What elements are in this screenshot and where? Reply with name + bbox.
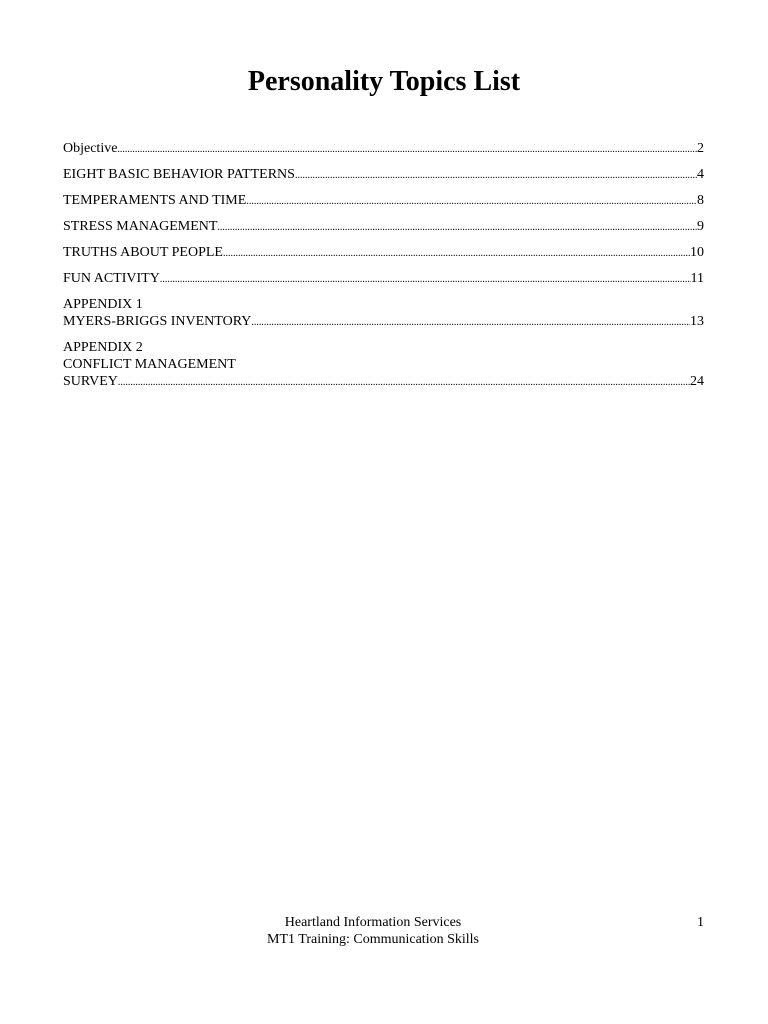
toc-entry-page: 4 bbox=[697, 167, 704, 182]
table-of-contents bbox=[63, 140, 704, 399]
toc-entry[interactable] bbox=[63, 218, 704, 236]
footer-text bbox=[0, 914, 746, 948]
toc-line bbox=[63, 140, 704, 158]
page-title: Personality Topics List bbox=[247, 66, 521, 97]
toc-entry-label: FUN ACTIVITY bbox=[63, 271, 160, 286]
toc-line bbox=[63, 244, 704, 262]
toc-entry[interactable] bbox=[63, 296, 704, 331]
toc-entry[interactable] bbox=[63, 339, 704, 391]
toc-entry-page: 10 bbox=[690, 245, 704, 260]
toc-line bbox=[63, 192, 704, 210]
toc-entry[interactable] bbox=[63, 244, 704, 262]
toc-dot-leader bbox=[117, 141, 697, 158]
toc-entry-page: 8 bbox=[697, 193, 704, 208]
toc-entry-label: EIGHT BASIC BEHAVIOR PATTERNS bbox=[63, 167, 295, 182]
toc-entry-page: 2 bbox=[697, 141, 704, 156]
toc-entry-page: 13 bbox=[690, 314, 704, 329]
toc-entry-page: 24 bbox=[690, 374, 704, 389]
toc-entry-label: MYERS-BRIGGS INVENTORY bbox=[63, 314, 252, 329]
toc-dot-leader bbox=[251, 314, 690, 331]
toc-entry-label: Objective bbox=[63, 141, 118, 156]
toc-entry[interactable] bbox=[63, 140, 704, 158]
toc-dot-leader bbox=[118, 374, 690, 391]
toc-dot-leader bbox=[160, 271, 691, 288]
toc-line bbox=[63, 373, 704, 391]
toc-dot-leader bbox=[246, 193, 697, 210]
toc-line bbox=[63, 218, 704, 236]
toc-entry-heading: APPENDIX 2 bbox=[63, 340, 143, 355]
toc-entry-label: STRESS MANAGEMENT bbox=[63, 219, 218, 234]
toc-line bbox=[63, 166, 704, 184]
toc-entry[interactable] bbox=[63, 270, 704, 288]
toc-entry-heading: APPENDIX 1 bbox=[63, 297, 143, 312]
footer-course: MT1 Training: Communication Skills bbox=[267, 932, 479, 947]
toc-dot-leader bbox=[223, 245, 690, 262]
toc-entry[interactable] bbox=[63, 192, 704, 210]
toc-entry-heading: CONFLICT MANAGEMENT bbox=[63, 357, 236, 372]
toc-entry-label: TEMPERAMENTS AND TIME bbox=[63, 193, 247, 208]
toc-entry-page: 11 bbox=[690, 271, 704, 286]
toc-entry-label: TRUTHS ABOUT PEOPLE bbox=[63, 245, 223, 260]
footer-company: Heartland Information Services bbox=[284, 915, 462, 930]
toc-dot-leader bbox=[295, 167, 697, 184]
toc-entry-label: SURVEY bbox=[63, 374, 118, 389]
toc-line bbox=[63, 313, 704, 331]
toc-line bbox=[63, 270, 704, 288]
footer-page-number: 1 bbox=[697, 915, 704, 930]
toc-dot-leader bbox=[217, 219, 697, 236]
toc-entry[interactable] bbox=[63, 166, 704, 184]
toc-entry-page: 9 bbox=[697, 219, 704, 234]
